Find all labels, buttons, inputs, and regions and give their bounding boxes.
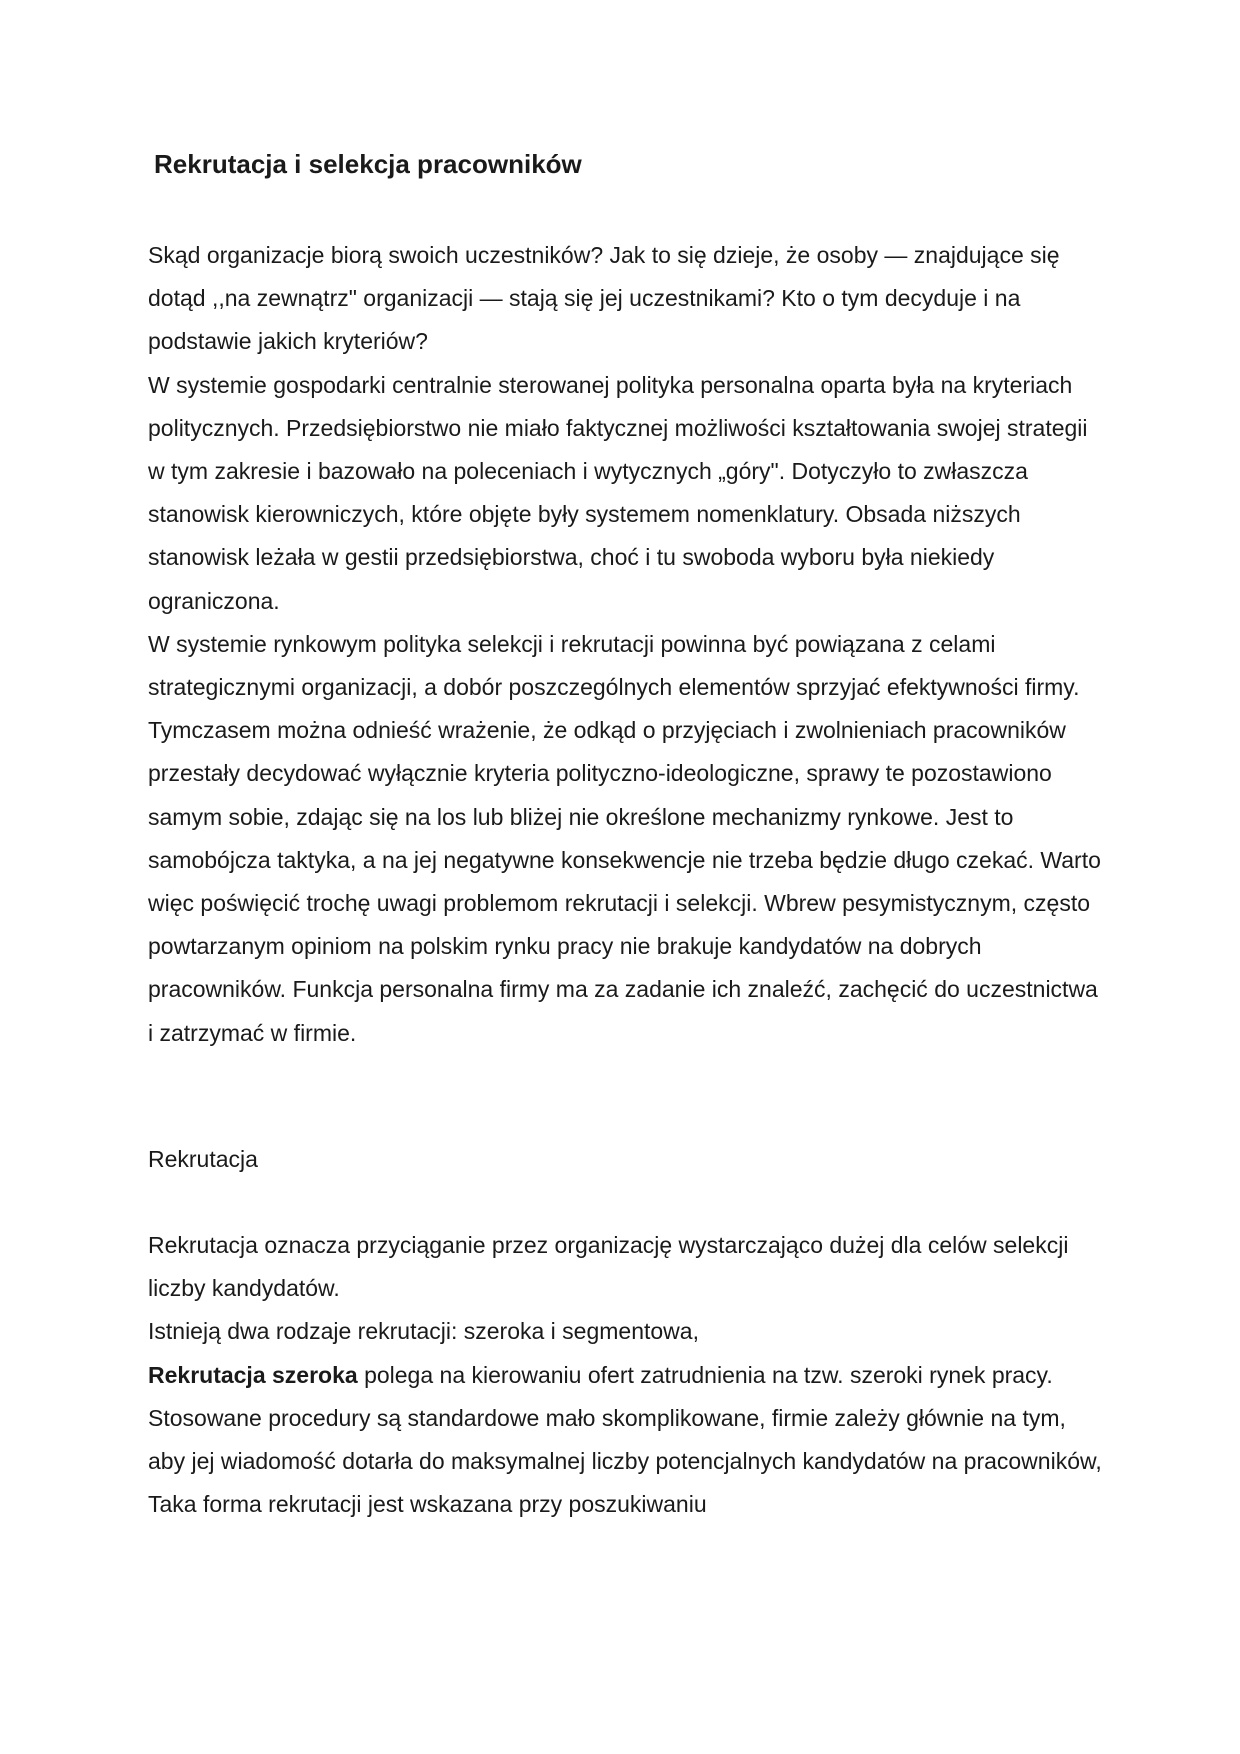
document-title: Rekrutacja i selekcja pracowników	[154, 149, 582, 179]
paragraph	[148, 1354, 1108, 1527]
paragraph: W systemie gospodarki centralnie sterowanej polityka personalna oparta była na kryteriach politycznych. Przedsiębiorstwo nie miało faktycznej możliwości kształtowania swojej strategii w tym zakresie i bazowało na poleceniach i wytycznych „góry". Dotyczyło to zwłaszcza stanowisk kierowniczych, które objęte były systemem nomenklatury. Obsada niższych stanowisk leżała w gestii przedsiębiorstwa, choć i tu swoboda wyboru była niekiedy ograniczona.	[148, 371, 1088, 614]
bold-term: Rekrutacja szeroka	[148, 1361, 358, 1388]
intro-text	[148, 234, 1108, 1055]
paragraph: Skąd organizacje biorą swoich uczestników? Jak to się dzieje, że osoby — znajdujące się dotąd ,,na zewnątrz" organizacji — stają się jej uczestnikami? Kto o tym decyduje i na podstawie jakich kryteriów?	[148, 242, 1060, 355]
section-heading: Rekrutacja	[148, 1146, 258, 1172]
paragraph: Istnieją dwa rodzaje rekrutacji: szeroka i segmentowa,	[148, 1318, 699, 1345]
section-text	[148, 1224, 1108, 1526]
paragraph: W systemie rynkowym polityka selekcji i rekrutacji powinna być powiązana z celami strategicznymi organizacji, a dobór poszczególnych elementów sprzyjać efektywności firmy. Tymczasem można odnieść wrażenie, że odkąd o przyjęciach i zwolnieniach pracowników przestały decydować wyłącznie kryteria polityczno-ideologiczne, sprawy te pozostawiono samym sobie, zdając się na los lub bliżej nie określone mechanizmy rynkowe. Jest to samobójcza taktyka, a na jej negatywne konsekwencje nie trzeba będzie długo czekać. Warto więc poświęcić trochę uwagi problemom rekrutacji i selekcji. Wbrew pesymistycznym, często powtarzanym opiniom na polskim rynku pracy nie brakuje kandydatów na dobrych pracowników. Funkcja personalna firmy ma za zadanie ich znaleźć, zachęcić do uczestnictwa i zatrzymać w firmie.	[148, 630, 1101, 1046]
paragraph-rest: polega na kierowaniu ofert zatrudnienia na tzw. szeroki rynek pracy. Stosowane procedury są standardowe mało skomplikowane, firmie zależy głównie na tym, aby jej wiadomość dotarła do maksymalnej liczby potencjalnych kandydatów na pracowników, Taka forma rekrutacji jest wskazana przy poszukiwaniu	[148, 1361, 1102, 1518]
paragraph: Rekrutacja oznacza przyciąganie przez organizację wystarczająco dużej dla celów selekcji liczby kandydatów.	[148, 1232, 1069, 1302]
